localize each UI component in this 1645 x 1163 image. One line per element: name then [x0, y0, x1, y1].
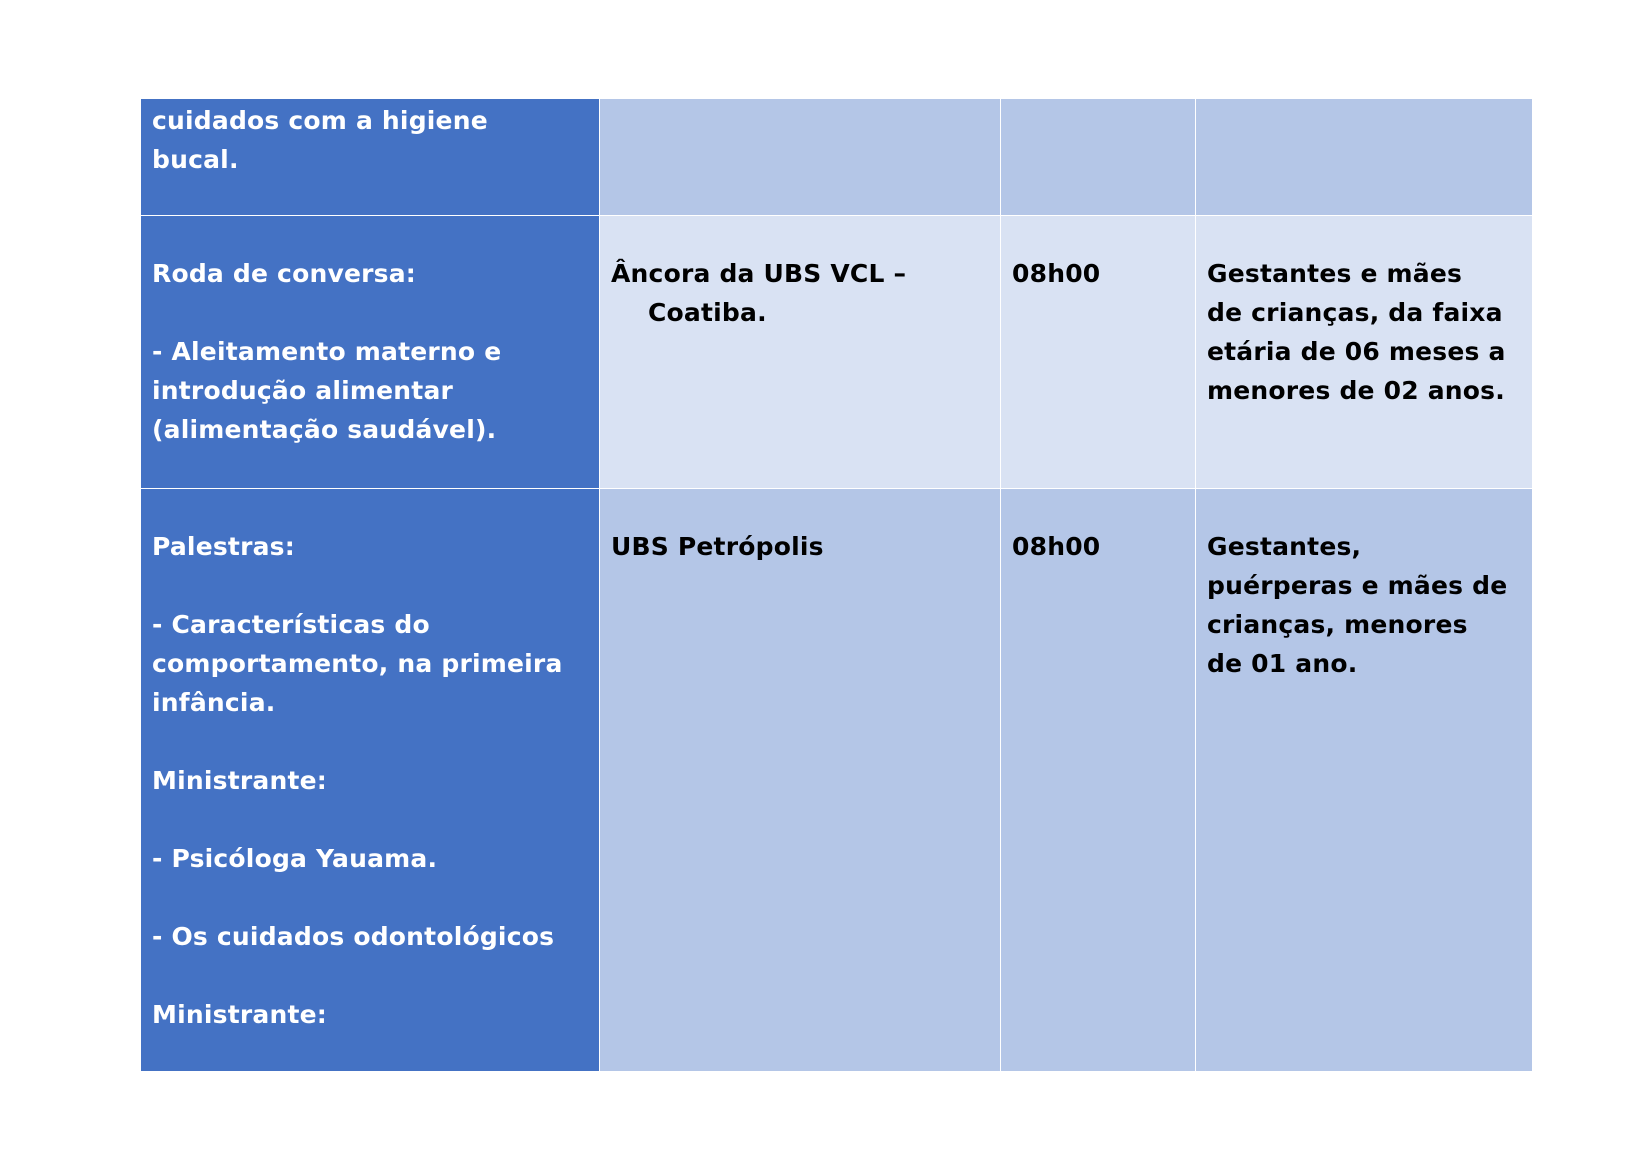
- schedule-table: [140, 98, 1533, 1072]
- audience-line: Gestantes e mães: [1207, 259, 1463, 288]
- activity-line: Palestras:: [152, 532, 295, 561]
- activity-line: Ministrante:: [152, 766, 327, 795]
- time-cell: [1001, 489, 1196, 1072]
- activity-line: comportamento, na primeira: [152, 649, 563, 678]
- time-value: 08h00: [1012, 532, 1101, 561]
- activity-line: Ministrante:: [152, 1000, 327, 1029]
- audience-line: menores de 02 anos.: [1207, 376, 1505, 405]
- audience-line: crianças, menores: [1207, 610, 1468, 639]
- table-row: [141, 489, 1533, 1072]
- audience-cell: [1196, 489, 1533, 1072]
- audience-cell: [1196, 99, 1533, 216]
- activity-cell: [141, 99, 600, 216]
- location-cell: [600, 489, 1001, 1072]
- activity-line: cuidados com a higiene: [152, 106, 488, 135]
- time-cell: [1001, 99, 1196, 216]
- audience-line: etária de 06 meses a: [1207, 337, 1506, 366]
- activity-line: - Os cuidados odontológicos: [152, 922, 555, 951]
- activity-line: introdução alimentar: [152, 376, 454, 405]
- activity-line: - Psicóloga Yauama.: [152, 844, 438, 873]
- activity-line: [152, 800, 588, 839]
- activity-line: [152, 878, 588, 917]
- activity-line: - Características do: [152, 610, 430, 639]
- activity-line: (alimentação saudável).: [152, 415, 497, 444]
- audience-line: de crianças, da faixa: [1207, 298, 1503, 327]
- activity-line: [152, 956, 588, 995]
- time-value: 08h00: [1012, 259, 1101, 288]
- table-row: [141, 216, 1533, 489]
- activity-cell: [141, 489, 600, 1072]
- activity-cell: [141, 216, 600, 489]
- activity-line: - Aleitamento materno e: [152, 337, 502, 366]
- location-cell: [600, 216, 1001, 489]
- activity-line: bucal.: [152, 145, 239, 174]
- time-cell: [1001, 216, 1196, 489]
- location-cell: [600, 99, 1001, 216]
- activity-line: [152, 722, 588, 761]
- activity-line: [152, 566, 588, 605]
- activity-line: Roda de conversa:: [152, 259, 416, 288]
- audience-line: Gestantes,: [1207, 532, 1362, 561]
- audience-line: de 01 ano.: [1207, 649, 1358, 678]
- audience-cell: [1196, 216, 1533, 489]
- activity-line: infância.: [152, 688, 276, 717]
- audience-line: puérperas e mães de: [1207, 571, 1508, 600]
- table-row: [141, 99, 1533, 216]
- activity-line: [152, 293, 588, 332]
- location-line: Coatiba.: [648, 298, 767, 327]
- location-line: Âncora da UBS VCL –: [611, 259, 907, 288]
- location-line: UBS Petrópolis: [611, 532, 824, 561]
